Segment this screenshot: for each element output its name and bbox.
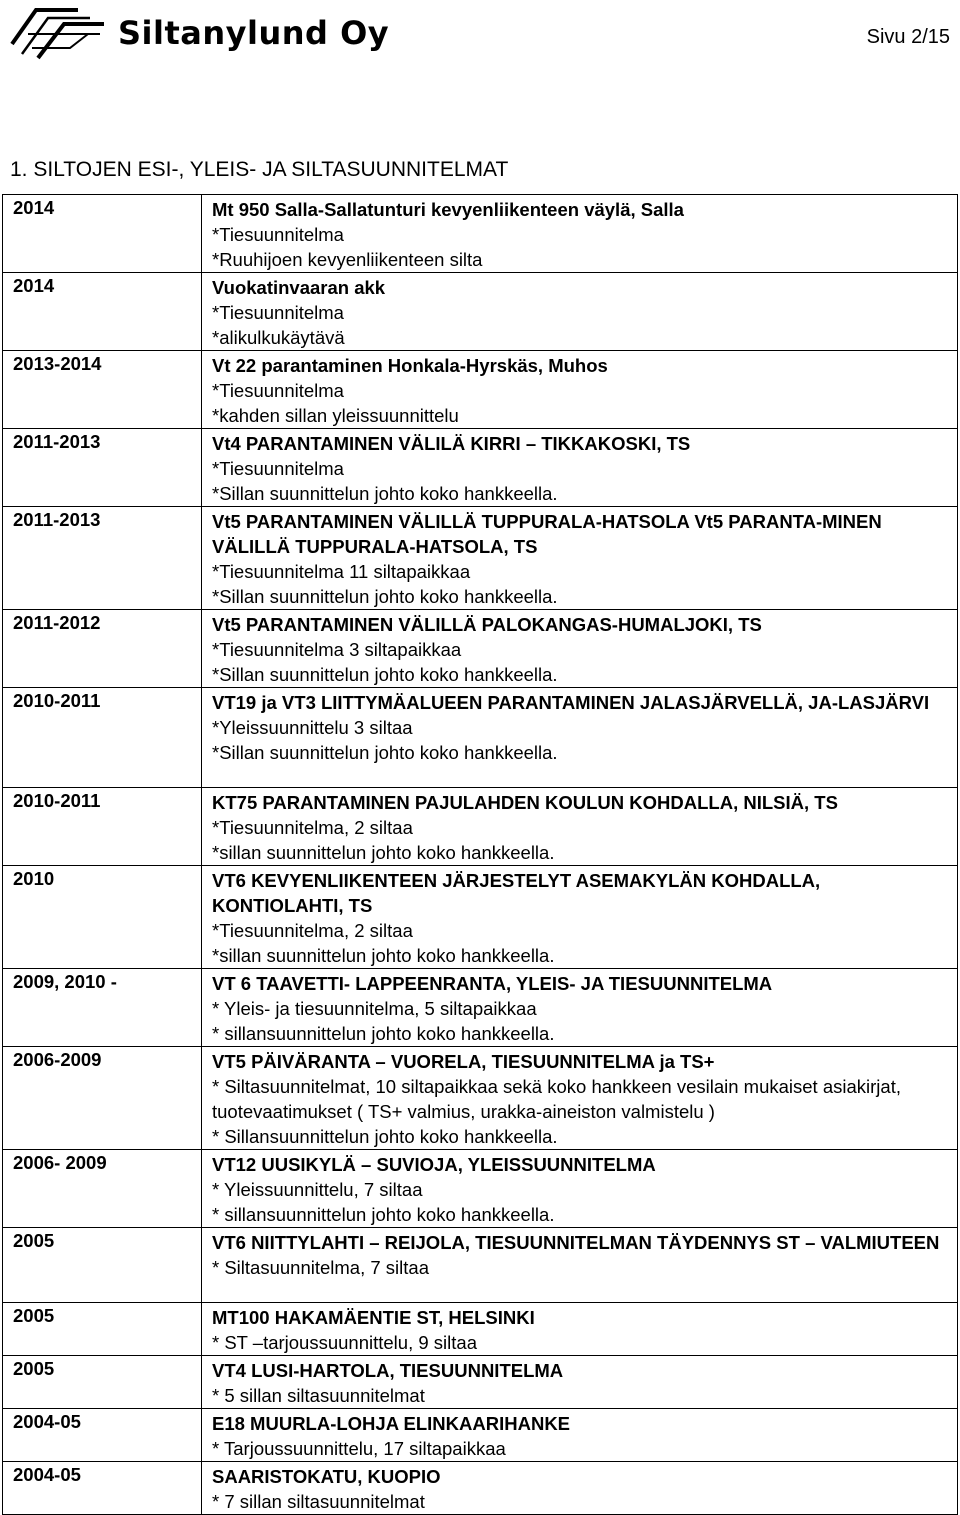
project-detail: *Sillan suunnittelun johto koko hankkeella. (212, 742, 558, 763)
project-detail: * Tarjoussuunnittelu, 17 siltapaikkaa (212, 1438, 506, 1459)
company-name: Siltanylund Oy (118, 14, 390, 52)
project-description (202, 1150, 958, 1228)
projects-table (2, 194, 958, 1515)
project-detail: *Tiesuunnitelma 11 siltapaikkaa (212, 561, 471, 582)
project-detail: *Tiesuunnitelma (212, 302, 344, 323)
project-description (202, 1409, 958, 1462)
project-year: 2004-05 (3, 1409, 202, 1462)
project-title: Mt 950 Salla-Sallatunturi kevyenliikenteen väylä, Salla (212, 199, 684, 220)
project-year: 2010 (3, 866, 202, 969)
project-title: VT6 KEVYENLIIKENTEEN JÄRJESTELYT ASEMAKYLÄN KOHDALLA, KONTIOLAHTI, TS (212, 870, 821, 916)
project-detail: * Siltasuunnitelmat, 10 siltapaikkaa sekä koko hankkeen vesilain mukaiset asiakirjat, tuotevaatimukset ( TS+ valmius, urakka-aineiston valmistelu ) (212, 1076, 901, 1122)
project-detail: *Sillan suunnittelun johto koko hankkeella. (212, 664, 558, 685)
project-title: Vt5 PARANTAMINEN VÄLILLÄ TUPPURALA-HATSOLA Vt5 PARANTA-MINEN VÄLILLÄ TUPPURALA-HATSOLA, TS (212, 511, 882, 557)
table-row (3, 507, 958, 610)
project-description (202, 273, 958, 351)
project-description (202, 1047, 958, 1150)
project-detail: *alikulkukäytävä (212, 327, 345, 348)
project-detail: * sillansuunnittelun johto koko hankkeella. (212, 1023, 555, 1044)
project-title: VT4 LUSI-HARTOLA, TIESUUNNITELMA (212, 1360, 564, 1381)
section-title: 1. SILTOJEN ESI-, YLEIS- JA SILTASUUNNITELMAT (10, 158, 509, 181)
project-title: VT19 ja VT3 LIITTYMÄALUEEN PARANTAMINEN JALASJÄRVELLÄ, JA-LASJÄRVI (212, 692, 930, 713)
project-year: 2009, 2010 - (3, 969, 202, 1047)
project-detail: *Ruuhijoen kevyenliikenteen silta (212, 249, 483, 270)
table-row (3, 969, 958, 1047)
project-detail: *Tiesuunnitelma, 2 siltaa (212, 920, 413, 941)
table-row (3, 866, 958, 969)
table-row (3, 273, 958, 351)
project-detail: * 7 sillan siltasuunnitelmat (212, 1491, 425, 1512)
project-year: 2011-2012 (3, 610, 202, 688)
project-description (202, 1356, 958, 1409)
project-detail: * sillansuunnittelun johto koko hankkeella. (212, 1204, 555, 1225)
project-detail: *Tiesuunnitelma 3 siltapaikkaa (212, 639, 462, 660)
project-detail: * Yleis- ja tiesuunnitelma, 5 siltapaikkaa (212, 998, 537, 1019)
project-year: 2014 (3, 273, 202, 351)
project-detail: *Sillan suunnittelun johto koko hankkeella. (212, 586, 558, 607)
project-year: 2010-2011 (3, 788, 202, 866)
table-row (3, 195, 958, 273)
project-detail: * Sillansuunnittelun johto koko hankkeella. (212, 1126, 558, 1147)
project-description (202, 866, 958, 969)
project-detail: *Tiesuunnitelma (212, 380, 344, 401)
table-row (3, 1303, 958, 1356)
project-title: Vt 22 parantaminen Honkala-Hyrskäs, Muhos (212, 355, 608, 376)
project-detail: *sillan suunnittelun johto koko hankkeella. (212, 945, 555, 966)
table-row (3, 1150, 958, 1228)
project-title: Vt5 PARANTAMINEN VÄLILLÄ PALOKANGAS-HUMALJOKI, TS (212, 614, 762, 635)
project-detail: *kahden sillan yleissuunnittelu (212, 405, 459, 426)
project-year: 2013-2014 (3, 351, 202, 429)
project-title: VT5 PÄIVÄRANTA – VUORELA, TIESUUNNITELMA ja TS+ (212, 1051, 715, 1072)
project-year: 2006- 2009 (3, 1150, 202, 1228)
project-year: 2011-2013 (3, 507, 202, 610)
project-description (202, 429, 958, 507)
project-description (202, 969, 958, 1047)
project-year: 2010-2011 (3, 688, 202, 788)
table-row (3, 1409, 958, 1462)
project-detail: *Tiesuunnitelma (212, 458, 344, 479)
project-description (202, 1228, 958, 1303)
project-description (202, 507, 958, 610)
project-description (202, 788, 958, 866)
project-year: 2011-2013 (3, 429, 202, 507)
project-detail: * Yleissuunnittelu, 7 siltaa (212, 1179, 423, 1200)
project-description (202, 688, 958, 788)
table-row (3, 429, 958, 507)
project-title: VT12 UUSIKYLÄ – SUVIOJA, YLEISSUUNNITELMA (212, 1154, 656, 1175)
project-year: 2004-05 (3, 1462, 202, 1515)
table-row (3, 1462, 958, 1515)
project-detail: * ST –tarjoussuunnittelu, 9 siltaa (212, 1332, 477, 1353)
project-title: MT100 HAKAMÄENTIE ST, HELSINKI (212, 1307, 535, 1328)
company-logo-icon (8, 4, 108, 64)
project-description (202, 351, 958, 429)
page-header (0, 0, 960, 80)
project-detail: *sillan suunnittelun johto koko hankkeella. (212, 842, 555, 863)
project-detail: *Tiesuunnitelma (212, 224, 344, 245)
page-number: Sivu 2/15 (866, 26, 950, 48)
table-row (3, 1228, 958, 1303)
project-year: 2014 (3, 195, 202, 273)
project-description (202, 610, 958, 688)
project-year: 2005 (3, 1303, 202, 1356)
table-row (3, 788, 958, 866)
project-description (202, 195, 958, 273)
project-description (202, 1462, 958, 1515)
project-detail: *Sillan suunnittelun johto koko hankkeella. (212, 483, 558, 504)
table-row (3, 1047, 958, 1150)
table-row (3, 351, 958, 429)
project-year: 2005 (3, 1228, 202, 1303)
project-year: 2005 (3, 1356, 202, 1409)
table-row (3, 610, 958, 688)
project-detail: * 5 sillan siltasuunnitelmat (212, 1385, 425, 1406)
project-title: SAARISTOKATU, KUOPIO (212, 1466, 441, 1487)
project-title: KT75 PARANTAMINEN PAJULAHDEN KOULUN KOHDALLA, NILSIÄ, TS (212, 792, 838, 813)
project-title: VT6 NIITTYLAHTI – REIJOLA, TIESUUNNITELMAN TÄYDENNYS ST – VALMIUTEEN (212, 1232, 940, 1253)
project-title: VT 6 TAAVETTI- LAPPEENRANTA, YLEIS- JA TIESUUNNITELMA (212, 973, 773, 994)
project-title: Vt4 PARANTAMINEN VÄLILÄ KIRRI – TIKKAKOSKI, TS (212, 433, 691, 454)
project-title: Vuokatinvaaran akk (212, 277, 386, 298)
project-detail: *Yleissuunnittelu 3 siltaa (212, 717, 413, 738)
project-detail: * Siltasuunnitelma, 7 siltaa (212, 1257, 429, 1278)
project-description (202, 1303, 958, 1356)
table-row (3, 688, 958, 788)
project-title: E18 MUURLA-LOHJA ELINKAARIHANKE (212, 1413, 571, 1434)
project-year: 2006-2009 (3, 1047, 202, 1150)
project-detail: *Tiesuunnitelma, 2 siltaa (212, 817, 413, 838)
table-row (3, 1356, 958, 1409)
